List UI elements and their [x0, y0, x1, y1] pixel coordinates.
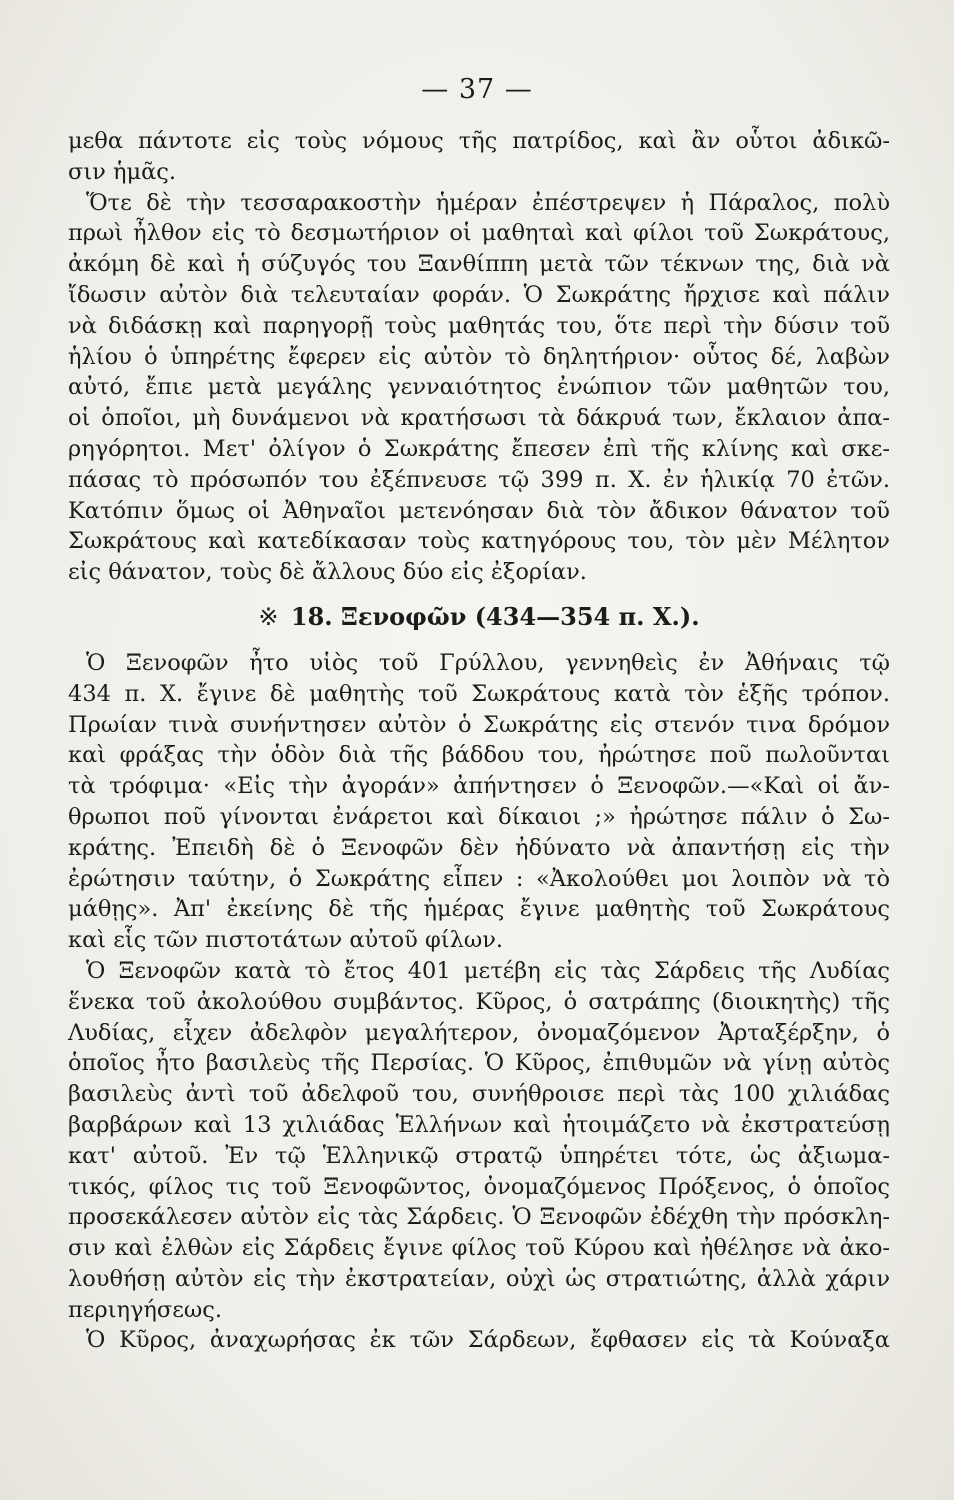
- text-line: τὰ τρόφιμα· «Εἰς τὴν ἀγοράν» ἀπήντησεν ὁ Ξενοφῶν.—«Καὶ οἱ ἄν-: [68, 773, 890, 800]
- text-line: ἕνεκα τοῦ ἀκολούθου συμβάντος. Κῦρος, ὁ σατράπης (διοικητὴς) τῆς: [68, 988, 890, 1015]
- text-line: κατ' αὐτοῦ. Ἐν τῷ Ἑλληνικῷ στρατῷ ὑπηρέτει τότε, ὡς ἀξιωμα-: [68, 1142, 890, 1169]
- text-line: εἰς θάνατον, τοὺς δὲ ἄλλους δύο εἰς ἐξορίαν.: [68, 559, 587, 586]
- text-line: ἀκόμη δὲ καὶ ἡ σύζυγός του Ξανθίππη μετὰ τῶν τέκνων της, διὰ νὰ: [68, 251, 890, 278]
- text-line: λουθήσῃ αὐτὸν εἰς τὴν ἐκστρατείαν, οὐχὶ ὡς στρατιώτης, ἀλλὰ χάριν: [68, 1265, 890, 1292]
- text-line: Ὁ Ξενοφῶν ἦτο υἱὸς τοῦ Γρύλλου, γεννηθεὶς ἐν Ἀθήναις τῷ: [86, 649, 890, 676]
- page-number: — 37 —: [421, 74, 533, 105]
- text-line: θρωποι ποῦ γίνονται ἐνάρετοι καὶ δίκαιοι ;» ἠρώτησε πάλιν ὁ Σω-: [68, 803, 890, 830]
- text-line: βασιλεὺς ἀντὶ τοῦ ἀδελφοῦ του, συνήθροισε περὶ τὰς 100 χιλιάδας: [68, 1081, 890, 1108]
- text-line: πάσας τὸ πρόσωπόν του ἐξέπνευσε τῷ 399 π. Χ. ἐν ἡλικίᾳ 70 ἐτῶν.: [68, 466, 890, 493]
- text-line: Ὅτε δὲ τὴν τεσσαρακοστὴν ἡμέραν ἐπέστρεψεν ἡ Πάραλος, πολὺ: [86, 189, 890, 216]
- text-line: οἱ ὁποῖοι, μὴ δυνάμενοι νὰ κρατήσωσι τὰ δάκρυά των, ἔκλαιον ἀπα-: [68, 405, 890, 432]
- body-text: [68, 126, 890, 1356]
- text-line: Σωκράτους καὶ κατεδίκασαν τοὺς κατηγόρους του, τὸν μὲν Μέλητον: [68, 528, 890, 555]
- text-line: Κατόπιν ὅμως οἱ Ἀθηναῖοι μετενόησαν διὰ τὸν ἄδικον θάνατον τοῦ: [68, 497, 890, 524]
- text-line: νὰ διδάσκῃ καὶ παρηγορῇ τοὺς μαθητάς του, ὅτε περὶ τὴν δύσιν τοῦ: [68, 312, 890, 339]
- text-line: καὶ εἷς τῶν πιστοτάτων αὐτοῦ φίλων.: [68, 927, 504, 954]
- text-line: σιν καὶ ἐλθὼν εἰς Σάρδεις ἔγινε φίλος τοῦ Κύρου καὶ ἠθέλησε νὰ ἀκο-: [68, 1235, 890, 1262]
- text-line: ρηγόρητοι. Μετ' ὀλίγον ὁ Σωκράτης ἔπεσεν ἐπὶ τῆς κλίνης καὶ σκε-: [68, 435, 890, 462]
- heading-marker: ※: [258, 602, 279, 631]
- text-line: Λυδίας, εἶχεν ἀδελφὸν μεγαλήτερον, ὀνομαζόμενον Ἀρταξέρξην, ὁ: [68, 1019, 890, 1046]
- text-line: περιηγήσεως.: [68, 1296, 223, 1323]
- text-line: ἐρώτησιν ταύτην, ὁ Σωκράτης εἶπεν : «Ἀκολούθει μοι λοιπὸν νὰ τὸ: [68, 865, 890, 892]
- text-line: ἡλίου ὁ ὑπηρέτης ἔφερεν εἰς αὐτὸν τὸ δηλητήριον· οὗτος δέ, λαβὼν: [68, 343, 890, 370]
- text-line: Πρωίαν τινὰ συνήντησεν αὐτὸν ὁ Σωκράτης εἰς στενόν τινα δρόμον: [68, 711, 890, 738]
- text-line: κράτης. Ἐπειδὴ δὲ ὁ Ξενοφῶν δὲν ἠδύνατο νὰ ἀπαντήσῃ εἰς τὴν: [68, 834, 890, 861]
- text-line: καὶ φράξας τὴν ὁδὸν διὰ τῆς βάδδου του, ἠρώτησε ποῦ πωλοῦνται: [68, 742, 890, 769]
- heading-text: 18. Ξενοφῶν (434—354 π. Χ.).: [290, 601, 700, 631]
- text-line: βαρβάρων καὶ 13 χιλιάδας Ἑλλήνων καὶ ἡτοιμάζετο νὰ ἐκστρατεύσῃ: [68, 1111, 890, 1138]
- text-line: αὐτό, ἔπιε μετὰ μεγάλης γενναιότητος ἐνώπιον τῶν μαθητῶν του,: [68, 374, 890, 401]
- text-line: μάθῃς». Ἀπ' ἐκείνης δὲ τῆς ἡμέρας ἔγινε μαθητὴς τοῦ Σωκράτους: [68, 896, 890, 923]
- text-line: Ὁ Ξενοφῶν κατὰ τὸ ἔτος 401 μετέβη εἰς τὰς Σάρδεις τῆς Λυδίας: [86, 957, 890, 984]
- text-line: μεθα πάντοτε εἰς τοὺς νόμους τῆς πατρίδος, καὶ ἂν οὗτοι ἀδικῶ-: [68, 128, 890, 154]
- section-heading: [68, 588, 890, 648]
- text-line: σιν ἡμᾶς.: [68, 158, 177, 185]
- text-line: πρωὶ ἦλθον εἰς τὸ δεσμωτήριον οἱ μαθηταὶ καὶ φίλοι τοῦ Σωκράτους,: [68, 220, 890, 247]
- text-line: Ὁ Κῦρος, ἀναχωρήσας ἐκ τῶν Σάρδεων, ἔφθασεν εἰς τὰ Κούναξα: [86, 1327, 890, 1354]
- text-line: 434 π. Χ. ἔγινε δὲ μαθητὴς τοῦ Σωκράτους κατὰ τὸν ἑξῆς τρόπον.: [68, 680, 890, 707]
- text-line: ἴδωσιν αὐτὸν διὰ τελευταίαν φοράν. Ὁ Σωκράτης ἤρχισε καὶ πάλιν: [68, 281, 890, 308]
- text-line: τικός, φίλος τις τοῦ Ξενοφῶντος, ὀνομαζόμενος Πρόξενος, ὁ ὁποῖος: [68, 1173, 890, 1200]
- text-line: ὁποῖος ἦτο βασιλεὺς τῆς Περσίας. Ὁ Κῦρος, ἐπιθυμῶν νὰ γίνῃ αὐτὸς: [68, 1050, 890, 1077]
- text-line: προσεκάλεσεν αὐτὸν εἰς τὰς Σάρδεις. Ὁ Ξενοφῶν ἐδέχθη τὴν πρόσκλη-: [68, 1204, 890, 1231]
